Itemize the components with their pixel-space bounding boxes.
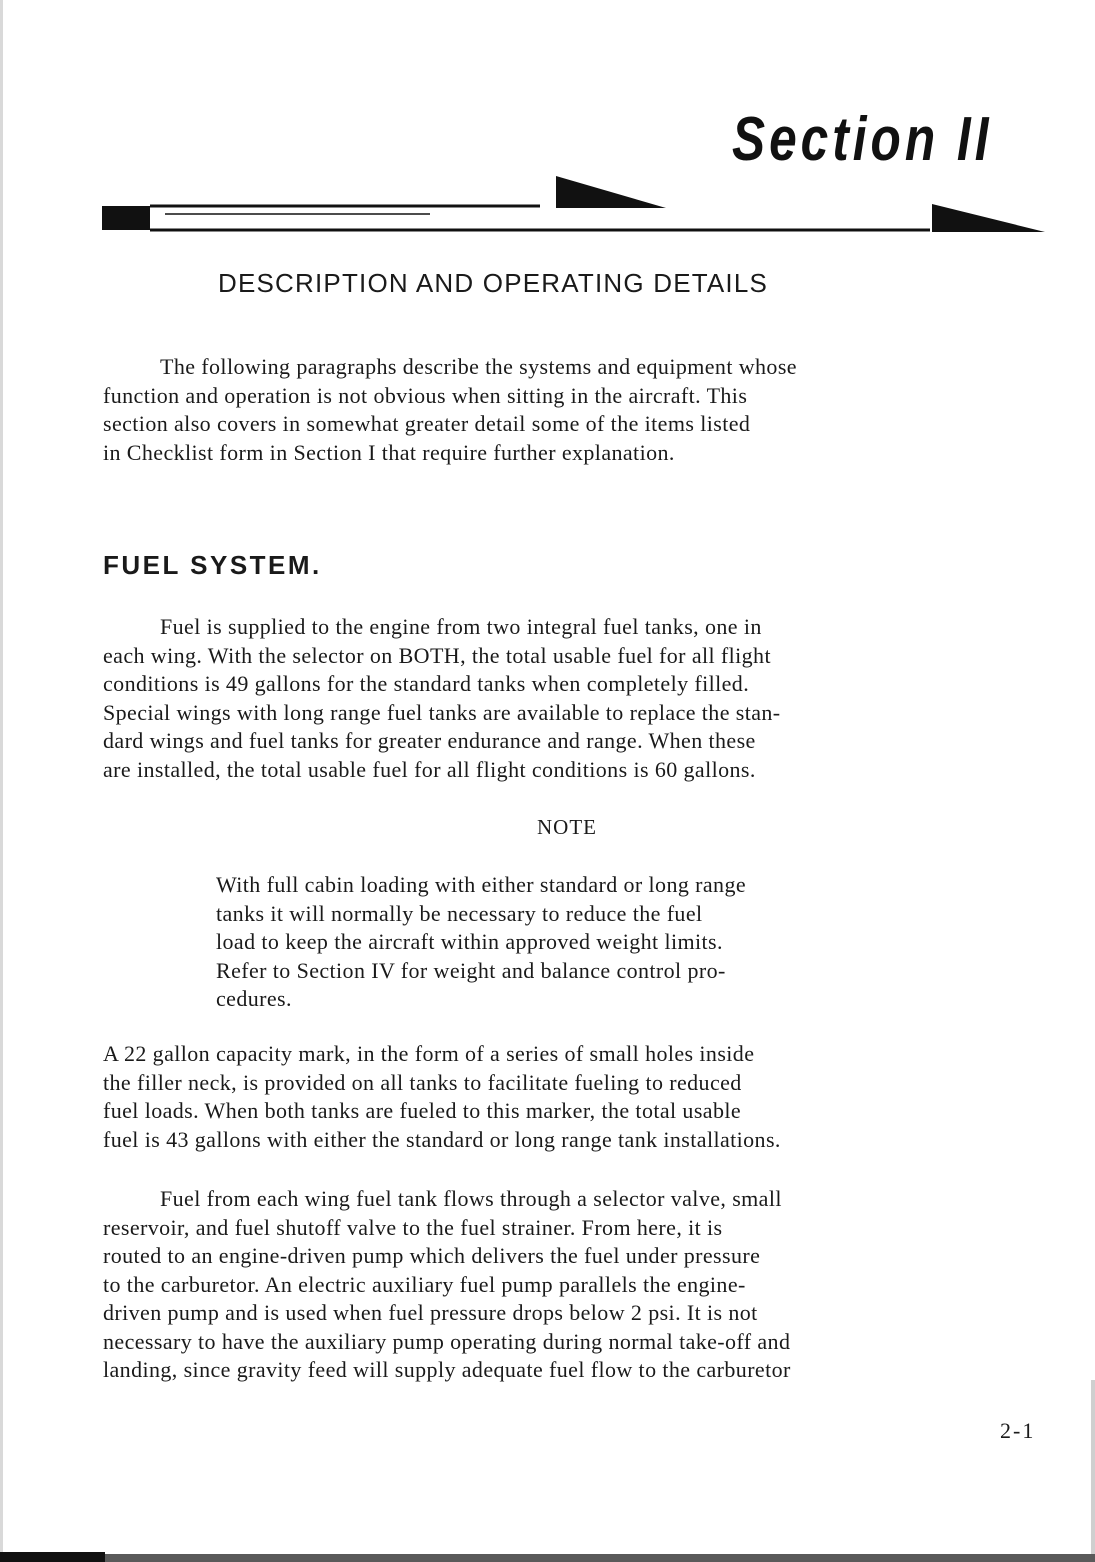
fuel-paragraph-3 <box>103 1185 1048 1385</box>
section-title: Section II <box>732 105 993 174</box>
note-line: tanks it will normally be necessary to reduce the fuel <box>216 900 703 926</box>
page-heading: DESCRIPTION AND OPERATING DETAILS <box>218 268 769 298</box>
text-line: Fuel is supplied to the engine from two integral fuel tanks, one in <box>160 614 762 639</box>
text-line: in Checklist form in Section I that require further explanation. <box>103 439 675 465</box>
page-edge-left <box>0 0 3 1562</box>
note-label: NOTE <box>537 815 597 839</box>
text-line: the filler neck, is provided on all tanks to facilitate fueling to reduced <box>103 1069 742 1095</box>
text-line: function and operation is not obvious when sitting in the aircraft. This <box>103 382 748 408</box>
bottom-edge-bar <box>0 1554 1095 1562</box>
fuel-paragraph-1 <box>103 613 1048 784</box>
page-number: 2-1 <box>1000 1418 1036 1443</box>
fuel-system-heading: FUEL SYSTEM. <box>103 550 322 580</box>
bottom-edge-bar-dark <box>0 1552 105 1562</box>
note-line: cedures. <box>216 986 292 1011</box>
text-line: conditions is 49 gallons for the standard tanks when completely filled. <box>103 671 750 696</box>
text-line: are installed, the total usable fuel for all flight conditions is 60 gallons. <box>103 756 756 782</box>
text-line: reservoir, and fuel shutoff valve to the fuel strainer. From here, it is <box>103 1214 723 1240</box>
text-line: landing, since gravity feed will supply adequate fuel flow to the carburetor <box>103 1357 791 1382</box>
text-line: each wing. With the selector on BOTH, the total usable fuel for all flight <box>103 642 771 668</box>
text-line: fuel loads. When both tanks are fueled to this marker, the total usable <box>103 1098 742 1123</box>
fuel-paragraph-2 <box>103 1040 1048 1154</box>
note-body <box>216 871 746 1014</box>
intro-paragraph <box>103 353 1048 467</box>
text-line: section also covers in somewhat greater detail some of the items listed <box>103 411 751 436</box>
header-rule-graphic <box>100 172 1045 240</box>
text-line: necessary to have the auxiliary pump operating during normal take-off and <box>103 1328 791 1354</box>
text-line: fuel is 43 gallons with either the standard or long range tank installations. <box>103 1126 781 1152</box>
text-line: dard wings and fuel tanks for greater endurance and range. When these <box>103 728 756 753</box>
note-line: With full cabin loading with either standard or long range <box>216 872 747 897</box>
text-line: The following paragraphs describe the systems and equipment whose <box>160 354 797 379</box>
text-line: Special wings with long range fuel tanks are available to replace the stan- <box>103 699 781 725</box>
text-line: routed to an engine-driven pump which delivers the fuel under pressure <box>103 1243 761 1268</box>
text-line: Fuel from each wing fuel tank flows through a selector valve, small <box>160 1186 782 1211</box>
note-line: load to keep the aircraft within approved weight limits. <box>216 929 723 954</box>
note-line: Refer to Section IV for weight and balance control pro- <box>216 957 726 983</box>
rule-block <box>102 206 150 230</box>
arrow-large-icon <box>932 204 1045 232</box>
text-line: to the carburetor. An electric auxiliary fuel pump parallels the engine- <box>103 1271 746 1297</box>
text-line: A 22 gallon capacity mark, in the form of a series of small holes inside <box>103 1041 755 1066</box>
page-edge-right <box>1091 1380 1095 1562</box>
text-line: driven pump and is used when fuel pressure drops below 2 psi. It is not <box>103 1300 758 1325</box>
arrow-small-icon <box>556 176 666 208</box>
